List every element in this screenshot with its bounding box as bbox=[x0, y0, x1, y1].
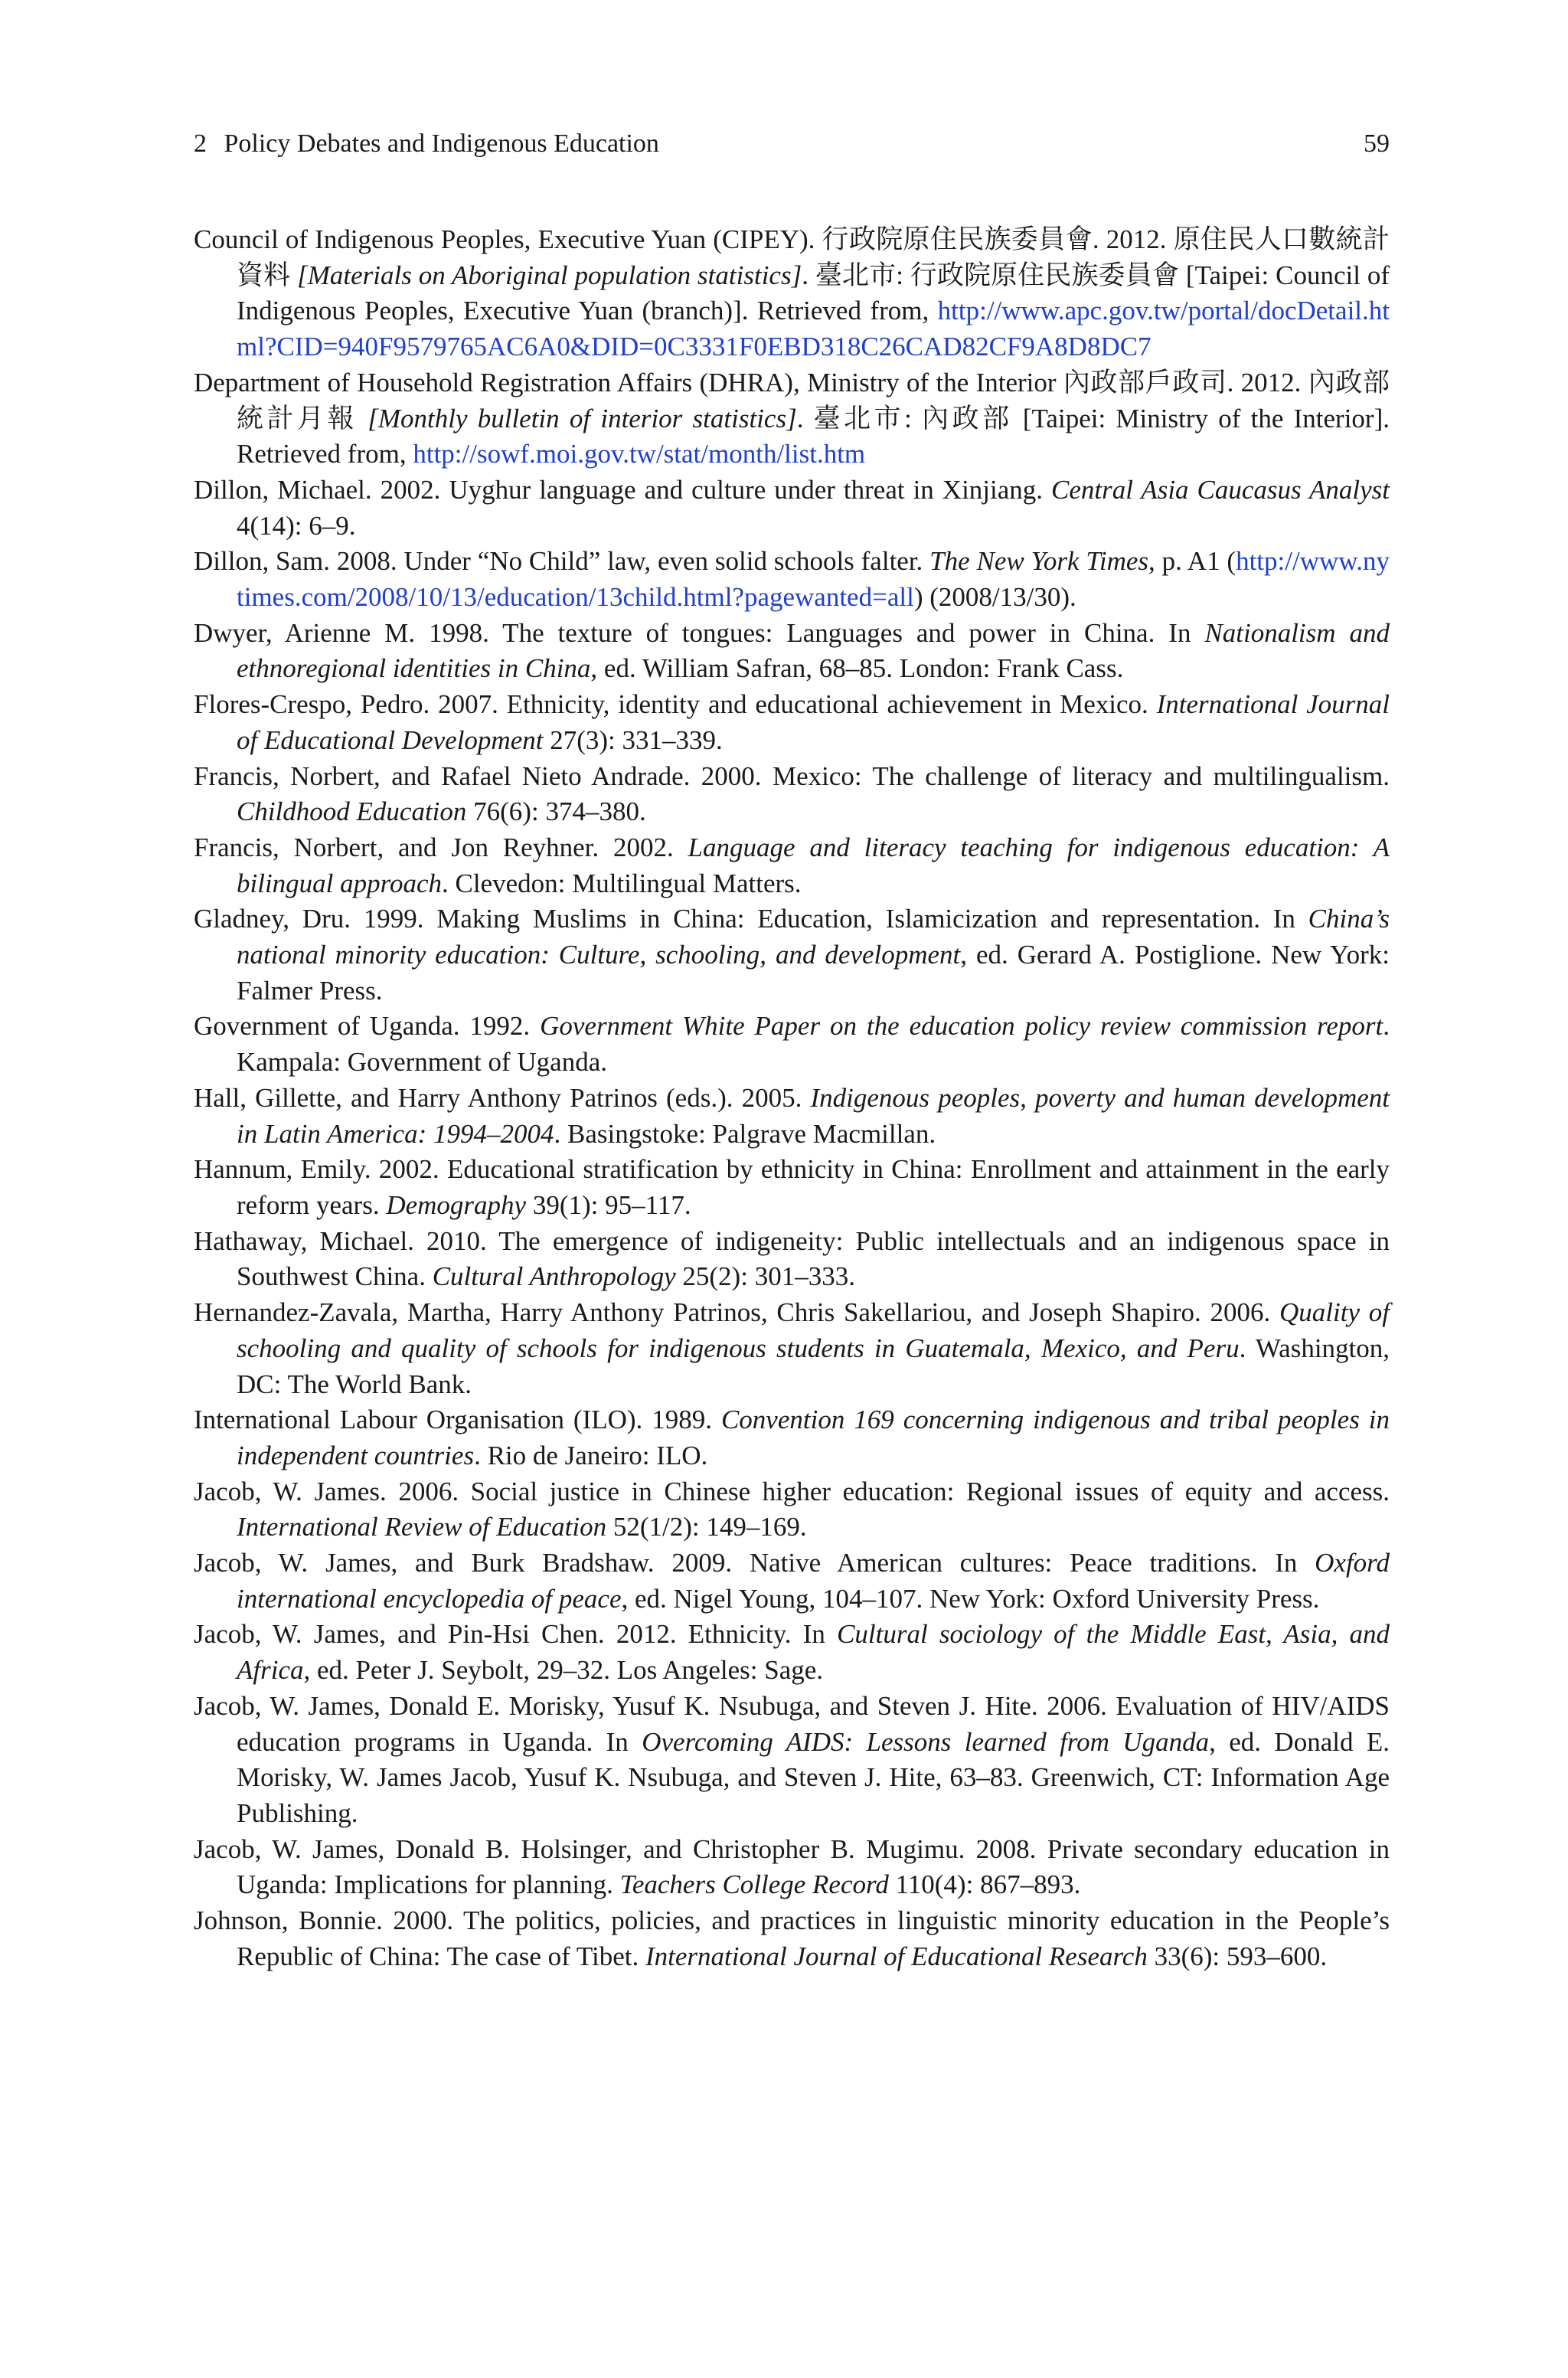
reference-text: Jacob, W. James, Donald B. Holsinger, and Christopher B. Mugimu. 2008. Private secondary education in Uganda: Implications for planning. bbox=[194, 1833, 1390, 1900]
reference-entry bbox=[194, 830, 1390, 901]
reference-entry bbox=[194, 687, 1390, 758]
reference-entry bbox=[194, 1152, 1390, 1223]
reference-text: Johnson, Bonnie. 2000. The politics, policies, and practices in linguistic minority education in the People’s Republic of China: The case of Tibet. bbox=[194, 1905, 1390, 1971]
reference-text: , ed. Peter J. Seybolt, 29–32. Los Angeles: Sage. bbox=[303, 1655, 824, 1686]
running-header bbox=[194, 126, 1390, 162]
reference-text: . Basingstoke: Palgrave Macmillan. bbox=[554, 1118, 936, 1149]
reference-text: , ed. Nigel Young, 104–107. New York: Oxford University Press. bbox=[621, 1583, 1320, 1614]
reference-text: 27(3): 331–339. bbox=[543, 725, 723, 755]
reference-text: Francis, Norbert, and Jon Reyhner. 2002. bbox=[194, 832, 688, 862]
reference-text: . Kampala: Government of Uganda. bbox=[237, 1011, 1390, 1078]
reference-entry bbox=[194, 473, 1390, 544]
reference-entry bbox=[194, 1474, 1390, 1546]
reference-text: 110(4): 867–893. bbox=[888, 1869, 1081, 1900]
reference-title-italic: Quality of schooling and quality of schools for indigenous students in Guatemala, Mexico, and Peru bbox=[237, 1297, 1390, 1363]
reference-text: , ed. William Safran, 68–85. London: Frank Cass. bbox=[590, 653, 1124, 684]
reference-entry bbox=[194, 544, 1390, 615]
reference-title-italic: Teachers College Record bbox=[619, 1869, 889, 1900]
reference-title-italic: International Review of Education bbox=[237, 1512, 607, 1542]
reference-entry bbox=[194, 1689, 1390, 1832]
reference-entry bbox=[194, 1081, 1390, 1152]
reference-text: Department of Household Registration Affairs (DHRA), Ministry of the Interior 內政部戶政司. 2012. 內政部統計月報 bbox=[194, 367, 1390, 433]
page-number: 59 bbox=[1364, 129, 1390, 158]
reference-title-italic: Convention 169 concerning indigenous and tribal peoples in independent countries bbox=[237, 1405, 1390, 1470]
reference-entry bbox=[194, 365, 1390, 473]
reference-entry bbox=[194, 1832, 1390, 1903]
reference-title-italic: Cultural sociology of the Middle East, Asia, and Africa bbox=[237, 1619, 1390, 1686]
reference-title-italic: Cultural Anthropology bbox=[432, 1261, 676, 1292]
reference-title-italic: Demography bbox=[386, 1189, 527, 1220]
reference-text: International Labour Organisation (ILO). 1989. bbox=[194, 1405, 721, 1435]
reference-text: 52(1/2): 149–169. bbox=[606, 1512, 807, 1542]
reference-title-italic: Language and literacy teaching for indigenous education: A bilingual approach bbox=[237, 832, 1390, 898]
reference-entry bbox=[194, 1224, 1390, 1295]
reference-url-link[interactable]: http://sowf.moi.gov.tw/stat/month/list.htm bbox=[413, 439, 866, 469]
reference-title-italic: Childhood Education bbox=[237, 796, 467, 827]
reference-text: . Washington, DC: The World Bank. bbox=[237, 1333, 1390, 1399]
reference-text: 4(14): 6–9. bbox=[237, 510, 356, 541]
reference-entry bbox=[194, 1009, 1390, 1080]
reference-title-italic: Central Asia Caucasus Analyst bbox=[1051, 474, 1390, 505]
reference-title-italic: China’s national minority education: Culture, schooling, and development bbox=[237, 904, 1390, 970]
reference-text: Council of Indigenous Peoples, Executive Yuan (CIPEY). 行政院原住民族委員會. 2012. 原住民人口數統計資料 bbox=[194, 224, 1390, 290]
reference-url-link[interactable]: http://www.apc.gov.tw/portal/docDetail.html?CID=940F9579765AC6A0&DID=0C3331F0EBD318C26CAD82CF9A8D8DC7 bbox=[237, 296, 1390, 362]
reference-title-italic: Overcoming AIDS: Lessons learned from Uganda bbox=[642, 1726, 1210, 1757]
reference-text: , ed. Gerard A. Postiglione. New York: Falmer Press. bbox=[237, 940, 1390, 1006]
reference-title-italic: [Materials on Aboriginal population statistics] bbox=[297, 260, 802, 290]
reference-title-italic: International Journal of Educational Research bbox=[645, 1941, 1148, 1971]
reference-entry bbox=[194, 1617, 1390, 1688]
reference-text: Hannum, Emily. 2002. Educational stratification by ethnicity in China: Enrollment and attainment in the early reform years. bbox=[194, 1154, 1390, 1220]
chapter-number: 2 bbox=[194, 129, 207, 158]
reference-title-italic: Government White Paper on the education policy review commission report bbox=[540, 1011, 1383, 1042]
reference-entry bbox=[194, 222, 1390, 365]
reference-text: . 臺北市: 行政院原住民族委員會 [Taipei: Council of Indigenous Peoples, Executive Yuan (branch)]. Retrieved from, bbox=[237, 260, 1390, 326]
reference-title-italic: The New York Times bbox=[929, 546, 1149, 577]
reference-text: Flores-Crespo, Pedro. 2007. Ethnicity, identity and educational achievement in Mexico. bbox=[194, 689, 1157, 720]
reference-entry bbox=[194, 616, 1390, 687]
reference-text: Jacob, W. James. 2006. Social justice in Chinese higher education: Regional issues of equity and access. bbox=[194, 1476, 1390, 1506]
reference-text: Gladney, Dru. 1999. Making Muslims in China: Education, Islamicization and representation. In bbox=[194, 904, 1308, 934]
reference-text: Government of Uganda. 1992. bbox=[194, 1011, 541, 1042]
reference-text: Hall, Gillette, and Harry Anthony Patrinos (eds.). 2005. bbox=[194, 1082, 811, 1113]
reference-text: . Rio de Janeiro: ILO. bbox=[474, 1440, 708, 1470]
reference-text: Dillon, Sam. 2008. Under “No Child” law, even solid schools falter. bbox=[194, 546, 930, 577]
reference-text: 39(1): 95–117. bbox=[526, 1189, 691, 1220]
reference-text: Francis, Norbert, and Rafael Nieto Andrade. 2000. Mexico: The challenge of literacy and multilingualism. bbox=[194, 761, 1390, 791]
reference-text: Jacob, W. James, and Pin-Hsi Chen. 2012. Ethnicity. In bbox=[194, 1619, 838, 1650]
reference-entry bbox=[194, 1546, 1390, 1617]
reference-text: , p. A1 ( bbox=[1148, 546, 1236, 577]
reference-text: Hathaway, Michael. 2010. The emergence of indigeneity: Public intellectuals and an indigenous space in Southwest China. bbox=[194, 1225, 1390, 1292]
reference-entry bbox=[194, 1903, 1390, 1974]
reference-title-italic: [Monthly bulletin of interior statistics] bbox=[368, 403, 797, 433]
reference-entry bbox=[194, 901, 1390, 1009]
reference-text: , ed. Donald E. Morisky, W. James Jacob, Yusuf K. Nsubuga, and Steven J. Hite, 63–83. Greenwich, CT: Information Age Publishing. bbox=[237, 1726, 1390, 1828]
reference-title-italic: International Journal of Educational Development bbox=[237, 689, 1390, 755]
reference-title-italic: Oxford international encyclopedia of peace bbox=[237, 1548, 1390, 1614]
reference-text: ) (2008/13/30). bbox=[913, 582, 1076, 613]
reference-text: Hernandez-Zavala, Martha, Harry Anthony Patrinos, Chris Sakellariou, and Joseph Shapiro. 2006. bbox=[194, 1297, 1280, 1328]
reference-text: 25(2): 301–333. bbox=[675, 1261, 855, 1292]
reference-entry bbox=[194, 1402, 1390, 1474]
reference-text: 76(6): 374–380. bbox=[466, 796, 646, 827]
reference-entry bbox=[194, 1295, 1390, 1402]
chapter-title: Policy Debates and Indigenous Education bbox=[224, 129, 659, 158]
reference-list bbox=[194, 222, 1390, 1974]
reference-text: . 臺北市: 內政部 [Taipei: Ministry of the Interior]. Retrieved from, bbox=[237, 403, 1390, 469]
reference-title-italic: Nationalism and ethnoregional identities in China bbox=[237, 617, 1390, 684]
reference-text: Jacob, W. James, Donald E. Morisky, Yusuf K. Nsubuga, and Steven J. Hite. 2006. Evaluation of HIV/AIDS education programs in Uganda. In bbox=[194, 1690, 1390, 1757]
reference-text: . Clevedon: Multilingual Matters. bbox=[442, 868, 802, 898]
reference-text: Dwyer, Arienne M. 1998. The texture of tongues: Languages and power in China. In bbox=[194, 617, 1205, 648]
reference-text: 33(6): 593–600. bbox=[1147, 1941, 1328, 1971]
reference-text: Jacob, W. James, and Burk Bradshaw. 2009. Native American cultures: Peace traditions. In bbox=[194, 1548, 1315, 1578]
reference-url-link[interactable]: http://www.nytimes.com/2008/10/13/education/13child.html?pagewanted=all bbox=[237, 546, 1390, 613]
reference-title-italic: Indigenous peoples, poverty and human development in Latin America: 1994–2004 bbox=[237, 1082, 1390, 1149]
reference-entry bbox=[194, 759, 1390, 830]
reference-text: Dillon, Michael. 2002. Uyghur language and culture under threat in Xinjiang. bbox=[194, 474, 1052, 505]
